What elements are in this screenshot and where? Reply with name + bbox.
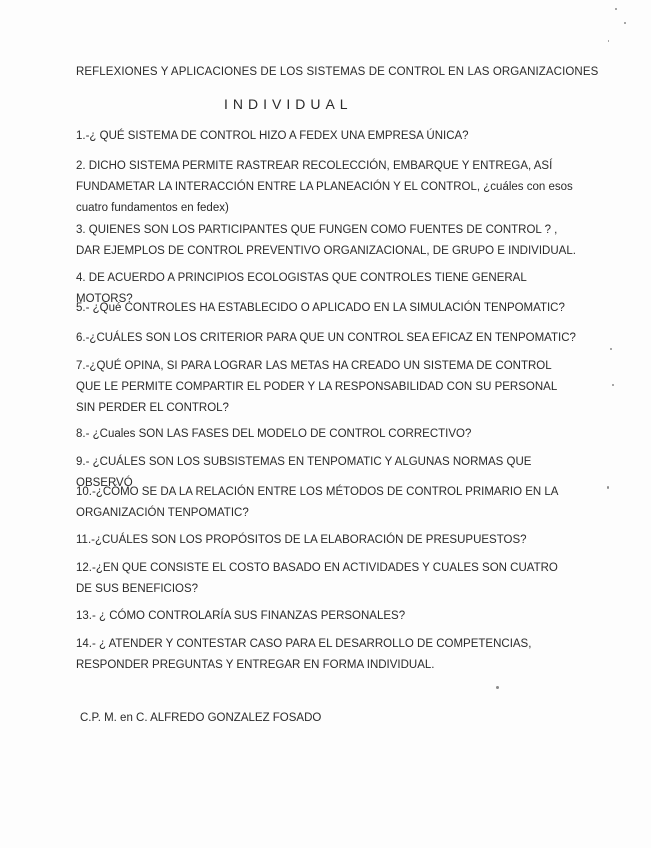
question-14: 14.- ¿ ATENDER Y CONTESTAR CASO PARA EL DESARROLLO DE COMPETENCIAS, RESPONDER PREGUNTAS Y ENTREGAR EN FORMA INDIVIDUAL. [76, 638, 532, 671]
signature-line: C.P. M. en C. ALFREDO GONZALEZ FOSADO [80, 712, 322, 724]
question-13: 13.- ¿ CÓMO CONTROLARÍA SUS FINANZAS PERSONALES? [76, 610, 406, 622]
scan-speck [624, 22, 626, 24]
question-12: 12.-¿EN QUE CONSISTE EL COSTO BASADO EN ACTIVIDADES Y CUALES SON CUATRO DE SUS BENEFICIOS? [76, 562, 558, 595]
scan-speck [612, 384, 614, 386]
question-10: 10.-¿CÓMO SE DA LA RELACIÓN ENTRE LOS MÉTODOS DE CONTROL PRIMARIO EN LA ORGANIZACIÓN TENPOMATIC? [76, 486, 558, 519]
scan-speck [615, 8, 617, 10]
scan-speck [610, 348, 612, 350]
question-4: 4. DE ACUERDO A PRINCIPIOS ECOLOGISTAS QUE CONTROLES TIENE GENERAL MOTORS? [76, 272, 527, 305]
scan-speck [608, 40, 609, 42]
document-title: REFLEXIONES Y APLICACIONES DE LOS SISTEMAS DE CONTROL EN LAS ORGANIZACIONES [76, 66, 599, 78]
question-3: 3. QUIENES SON LOS PARTICIPANTES QUE FUNGEN COMO FUENTES DE CONTROL ? , DAR EJEMPLOS DE CONTROL PREVENTIVO ORGANIZACIONAL, DE GRUPO E INDIVIDUAL. [76, 224, 576, 257]
question-1: 1.-¿ QUÉ SISTEMA DE CONTROL HIZO A FEDEX UNA EMPRESA ÚNICA? [76, 130, 469, 142]
scan-speck [607, 486, 609, 489]
question-11: 11.-¿CUÁLES SON LOS PROPÓSITOS DE LA ELABORACIÓN DE PRESUPUESTOS? [76, 534, 527, 546]
question-6: 6.-¿CUÁLES SON LOS CRITERIOR PARA QUE UN CONTROL SEA EFICAZ EN TENPOMATIC? [76, 332, 576, 344]
question-8: 8.- ¿Cuales SON LAS FASES DEL MODELO DE CONTROL CORRECTIVO? [76, 428, 472, 440]
document-subtitle: INDIVIDUAL [224, 96, 353, 112]
question-7: 7.-¿QUÉ OPINA, SI PARA LOGRAR LAS METAS HA CREADO UN SISTEMA DE CONTROL QUE LE PERMITE COMPARTIR EL PODER Y LA RESPONSABILIDAD CON SU PERSONAL SIN PERDER EL CONTROL? [76, 360, 557, 414]
question-5: 5.- ¿Qué CONTROLES HA ESTABLECIDO O APLICADO EN LA SIMULACIÓN TENPOMATIC? [76, 302, 565, 314]
question-9: 9.- ¿CUÁLES SON LOS SUBSISTEMAS EN TENPOMATIC Y ALGUNAS NORMAS QUE OBSERVÓ [76, 456, 532, 489]
scan-speck [496, 686, 499, 689]
question-2: 2. DICHO SISTEMA PERMITE RASTREAR RECOLECCIÓN, EMBARQUE Y ENTREGA, ASÍ FUNDAMETAR LA INTERACCIÓN ENTRE LA PLANEACIÓN Y EL CONTROL, ¿cuáles con esos cuatro fundamentos en fedex) [76, 160, 573, 214]
